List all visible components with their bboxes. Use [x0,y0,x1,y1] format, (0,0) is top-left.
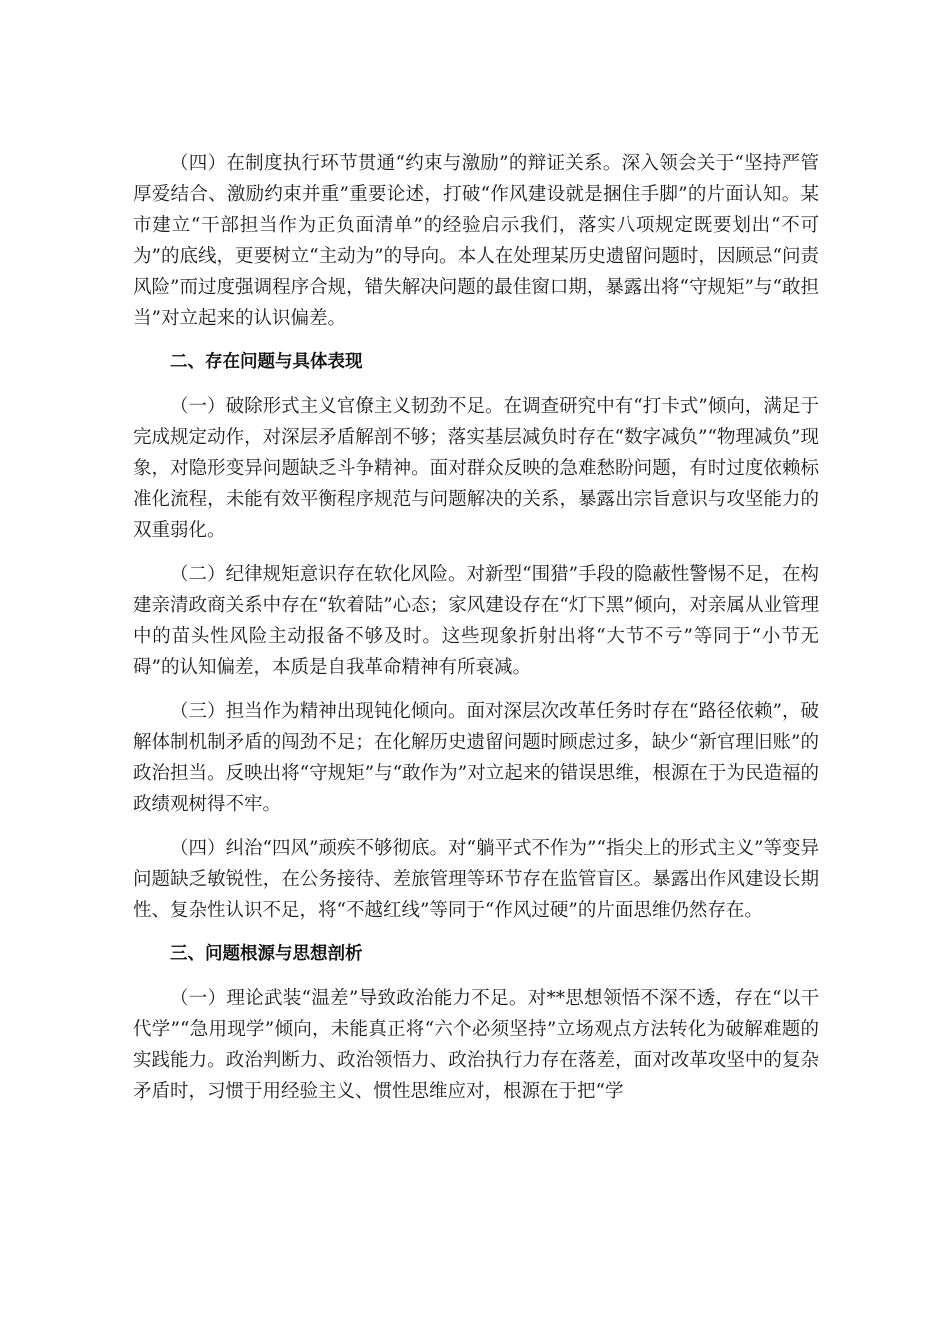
paragraph-discipline: （二）纪律规矩意识存在软化风险。对新型“围猎”手段的隐蔽性警惕不足，在构建亲清政商关系中存在“软着陆”心态；家风建设存在“灯下黑”倾向，对亲属从业管理中的苗头性风险主动报备不够及时。这些现象折射出将“大节不亏”等同于“小节无碍”的认知偏差，本质是自我革命精神有所衰减。 [133,564,819,678]
section-heading-problems: 二、存在问题与具体表现 [170,352,363,372]
paragraph-responsibility: （三）担当作为精神出现钝化倾向。面对深层次改革任务时存在“路径依赖”，破解体制机制矛盾的闯劲不足；在化解历史遗留问题时顾虑过多，缺少“新官理旧账”的政治担当。反映出将“守规矩”与“敢作为”对立起来的错误思维，根源在于为民造福的政绩观树得不牢。 [133,701,819,815]
paragraph-theory: （一）理论武装“温差”导致政治能力不足。对**思想领悟不深不透，存在“以干代学”“急用现学”倾向，未能真正将“六个必须坚持”立场观点方法转化为破解难题的实践能力。政治判断力、政治领悟力、政治执行力存在落差，面对改革攻坚中的复杂矛盾时，习惯于用经验主义、惯性思维应对，根源在于把“学 [133,988,819,1102]
paragraph-formalism: （一）破除形式主义官僚主义韧劲不足。在调查研究中有“打卡式”倾向，满足于完成规定动作，对深层矛盾解剖不够；落实基层减负时存在“数字减负”“物理减负”现象，对隐形变异问题缺乏斗争精神。面对群众反映的急难愁盼问题，有时过度依赖标准化流程，未能有效平衡程序规范与问题解决的关系，暴露出宗旨意识与攻坚能力的双重弱化。 [133,396,819,541]
document-body [133,148,819,1120]
section-heading-root-causes: 三、问题根源与思想剖析 [170,944,363,964]
paragraph-four-winds: （四）纠治“四风”顽疾不够彻底。对“躺平式不作为”“指尖上的形式主义”等变异问题缺乏敏锐性，在公务接待、差旅管理等环节存在监管盲区。暴露出作风建设长期性、复杂性认识不足，将“不越红线”等同于“作风过硬”的片面思维仍然存在。 [133,838,819,921]
paragraph-constraint-incentive: （四）在制度执行环节贯通“约束与激励”的辩证关系。深入领会关于“坚持严管厚爱结合、激励约束并重”重要论述，打破“作风建设就是捆住手脚”的片面认知。某市建立“干部担当作为正负面清单”的经验启示我们，落实八项规定既要划出“不可为”的底线，更要树立“主动为”的导向。本人在处理某历史遗留问题时，因顾忌“问责风险”而过度强调程序合规，错失解决问题的最佳窗口期，暴露出将“守规矩”与“敢担当”对立起来的认识偏差。 [133,153,819,329]
